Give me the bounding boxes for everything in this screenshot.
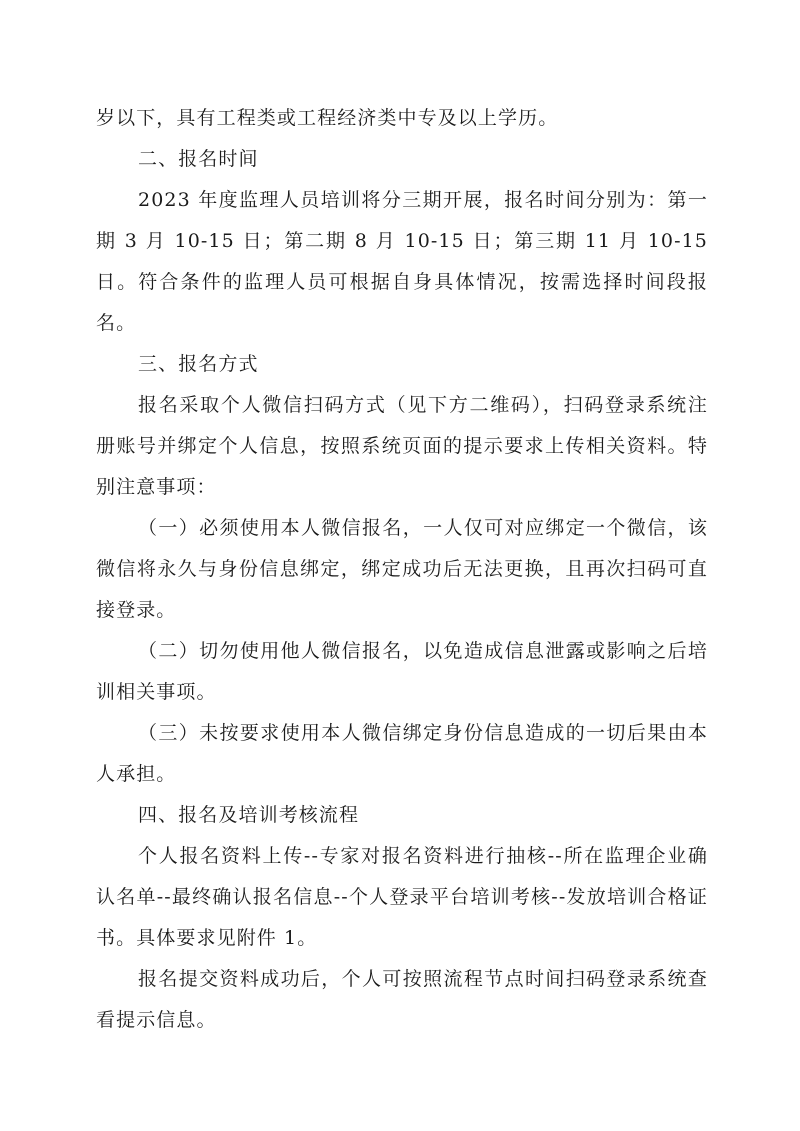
section-heading-process: 四、报名及培训考核流程 [138,804,360,826]
paragraph-after-submission: 报名提交资料成功后，个人可按照流程节点时间扫码登录系统查看提示信息。 [96,968,708,1031]
section-heading-registration-time: 二、报名时间 [138,148,259,170]
paragraph-note-2: （二）切勿使用他人微信报名，以免造成信息泄露或影响之后培训相关事项。 [96,640,708,703]
document-body [96,98,708,1041]
paragraph-registration-method: 报名采取个人微信扫码方式（见下方二维码），扫码登录系统注册账号并绑定个人信息，按照系统页面的提示要求上传相关资料。特别注意事项： [96,394,708,498]
paragraph-registration-schedule: 2023 年度监理人员培训将分三期开展，报名时间分别为：第一期 3 月 10-15 日；第二期 8 月 10-15 日；第三期 11 月 10-15 日。符合条件的监理人员可根据自身具体情况，按需选择时间段报名。 [96,189,708,334]
paragraph-note-1: （一）必须使用本人微信报名，一人仅可对应绑定一个微信，该微信将永久与身份信息绑定，绑定成功后无法更换，且再次扫码可直接登录。 [96,517,708,621]
paragraph-note-3: （三）未按要求使用本人微信绑定身份信息造成的一切后果由本人承担。 [96,722,708,785]
paragraph-process-steps: 个人报名资料上传--专家对报名资料进行抽核--所在监理企业确认名单--最终确认报名信息--个人登录平台培训考核--发放培训合格证书。具体要求见附件 1。 [96,845,708,949]
section-heading-registration-method: 三、报名方式 [138,353,259,375]
paragraph-education-requirement: 岁以下，具有工程类或工程经济类中专及以上学历。 [96,107,559,129]
